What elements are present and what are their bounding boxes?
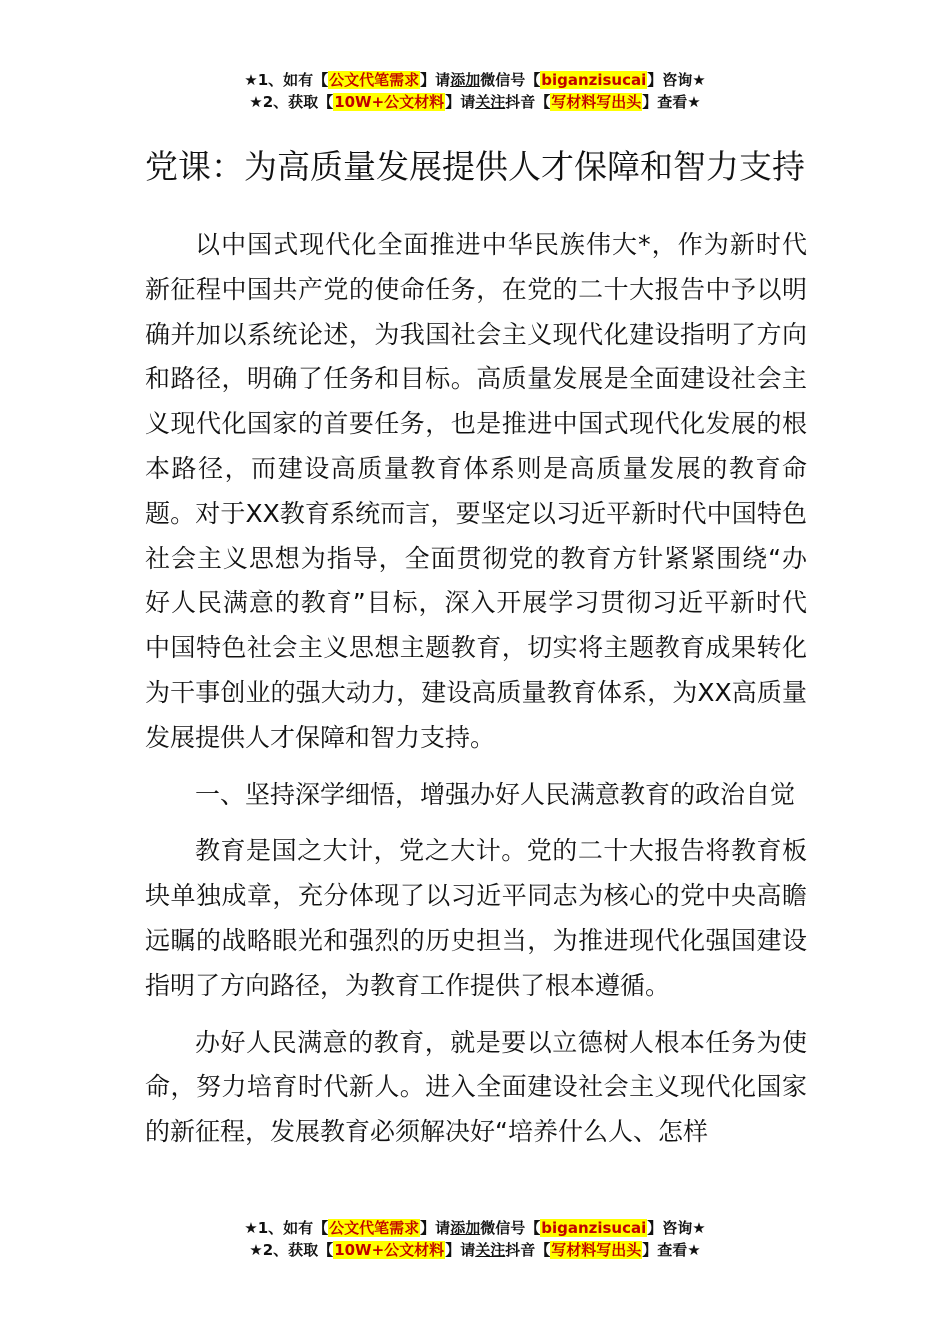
highlight-douyin-id: 写材料写出头 <box>551 1241 642 1259</box>
banner-text: ★2、获取【 <box>249 93 334 111</box>
banner-text: 】请 <box>420 1219 451 1237</box>
banner-line-1 <box>0 1217 950 1239</box>
highlight-douyin-id: 写材料写出头 <box>551 93 642 111</box>
paragraph: 以中国式现代化全面推进中华民族伟大*，作为新时代新征程中国共产党的使命任务，在党的二十大报告中予以明确并加以系统论述，为我国社会主义现代化建设指明了方向和路径，明确了任务和目标。高质量发展是全面建设社会主义现代化国家的首要任务，也是推进中国式现代化发展的根本路径，而建设高质量教育体系则是高质量发展的教育命题。对于XX教育系统而言，要坚定以习近平新时代中国特色社会主义思想为指导，全面贯彻党的教育方针紧紧围绕“办好人民满意的教育”目标，深入开展学习贯彻习近平新时代中国特色社会主义思想主题教育，切实将主题教育成果转化为干事创业的强大动力，建设高质量教育体系，为XX高质量发展提供人才保障和智力支持。 <box>145 230 807 752</box>
highlight-wechat-id: biganzisucai <box>541 71 647 89</box>
banner-text: 】请 <box>445 1241 476 1259</box>
banner-underline: 关注 <box>475 93 506 111</box>
banner-text: 抖音【 <box>505 93 551 111</box>
banner-text: 】咨询★ <box>647 71 706 89</box>
header-banner <box>0 69 950 113</box>
highlight-service: 公文代笔需求 <box>329 71 420 89</box>
highlight-materials: 10W+公文材料 <box>334 1241 445 1259</box>
banner-underline: 关注 <box>475 1241 506 1259</box>
highlight-wechat-id: biganzisucai <box>541 1219 647 1237</box>
banner-text: ★1、如有【 <box>244 1219 329 1237</box>
document-title: 党课：为高质量发展提供人才保障和智力支持 <box>145 147 805 187</box>
banner-text: 】咨询★ <box>647 1219 706 1237</box>
footer-banner <box>0 1217 950 1261</box>
banner-text: 】请 <box>420 71 451 89</box>
highlight-service: 公文代笔需求 <box>329 1219 420 1237</box>
banner-underline: 添加 <box>450 71 481 89</box>
banner-text: 】查看★ <box>642 93 701 111</box>
banner-underline: 添加 <box>450 1219 481 1237</box>
paragraph: 办好人民满意的教育，就是要以立德树人根本任务为使命，努力培育时代新人。进入全面建设社会主义现代化国家的新征程，发展教育必须解决好“培养什么人、怎样 <box>145 1027 807 1147</box>
highlight-materials: 10W+公文材料 <box>334 93 445 111</box>
banner-line-1 <box>0 69 950 91</box>
document-body <box>145 223 807 1167</box>
banner-text: ★1、如有【 <box>244 71 329 89</box>
banner-text: 微信号【 <box>480 71 541 89</box>
banner-text: ★2、获取【 <box>249 1241 334 1259</box>
paragraph: 教育是国之大计，党之大计。党的二十大报告将教育板块单独成章，充分体现了以习近平同志为核心的党中央高瞻远瞩的战略眼光和强烈的历史担当，为推进现代化强国建设指明了方向路径，为教育工作提供了根本遵循。 <box>145 836 807 1000</box>
banner-text: 】查看★ <box>642 1241 701 1259</box>
banner-line-2 <box>0 1239 950 1261</box>
section-heading: 一、坚持深学细悟，增强办好人民满意教育的政治自觉 <box>195 779 796 809</box>
banner-text: 】请 <box>445 93 476 111</box>
banner-text: 微信号【 <box>480 1219 541 1237</box>
banner-text: 抖音【 <box>505 1241 551 1259</box>
banner-line-2 <box>0 91 950 113</box>
